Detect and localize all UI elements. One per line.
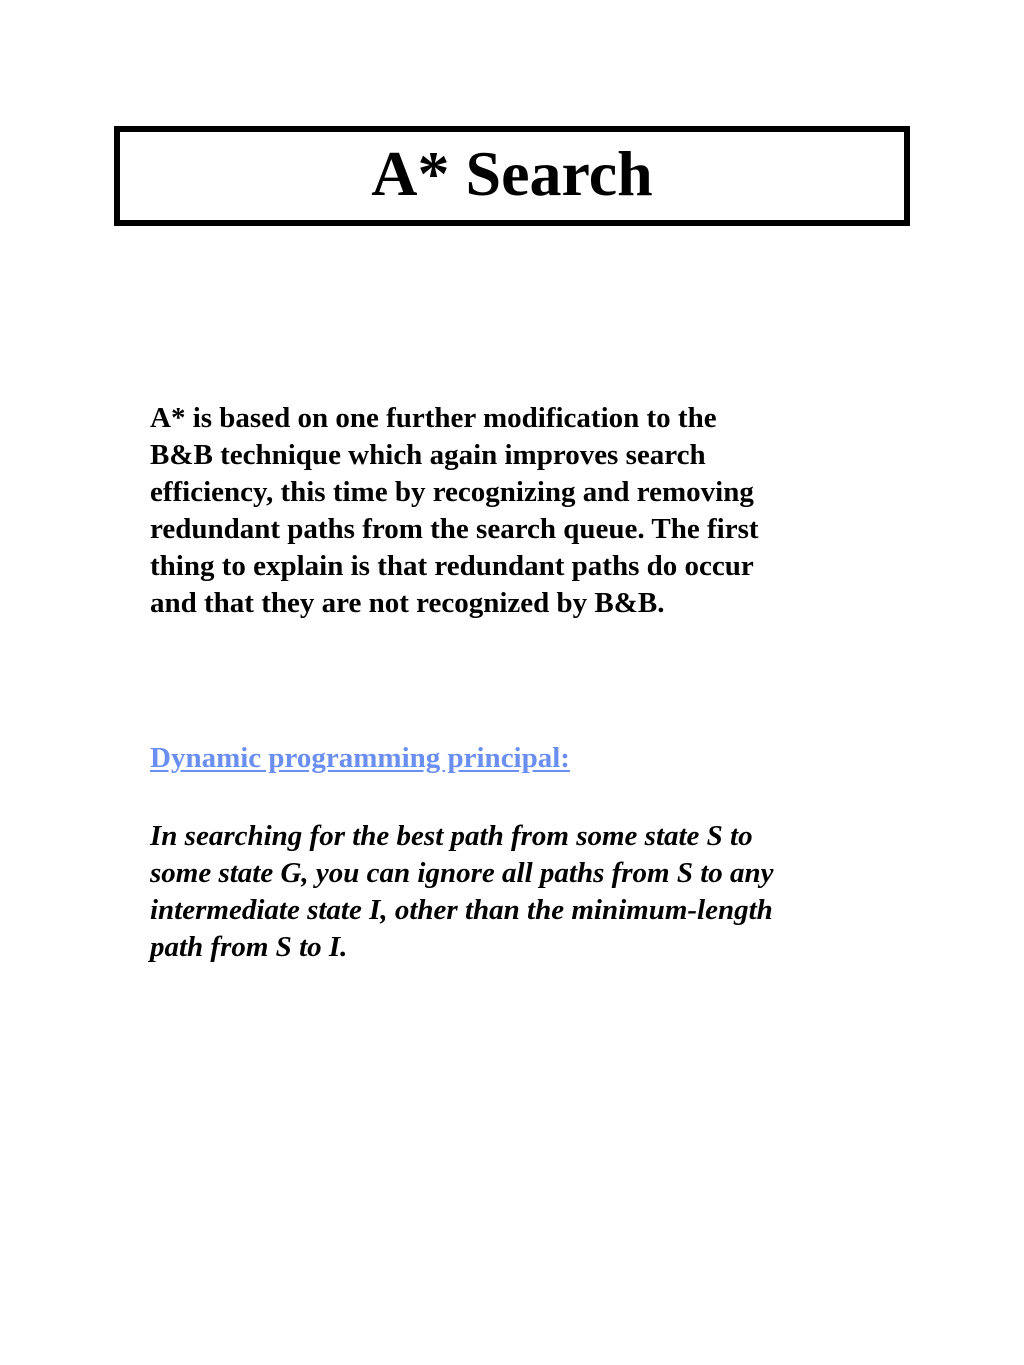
intro-paragraph (150, 400, 890, 622)
principle-line: intermediate state I, other than the minimum-length (150, 894, 773, 926)
title-box (114, 126, 910, 226)
dynamic-programming-link[interactable]: Dynamic programming principal: (150, 742, 570, 774)
intro-line: and that they are not recognized by B&B. (150, 587, 665, 619)
principle-line: some state G, you can ignore all paths from S to any (150, 857, 774, 889)
intro-line: B&B technique which again improves search (150, 439, 706, 471)
intro-line: A* is based on one further modification to the (150, 402, 717, 434)
principle-paragraph (150, 818, 900, 966)
intro-line: thing to explain is that redundant paths do occur (150, 550, 754, 582)
principle-line: In searching for the best path from some state S to (150, 820, 753, 852)
page-title: A* Search (371, 138, 653, 209)
intro-line: redundant paths from the search queue. The first (150, 513, 759, 545)
intro-line: efficiency, this time by recognizing and removing (150, 476, 754, 508)
principle-line: path from S to I. (150, 931, 348, 963)
